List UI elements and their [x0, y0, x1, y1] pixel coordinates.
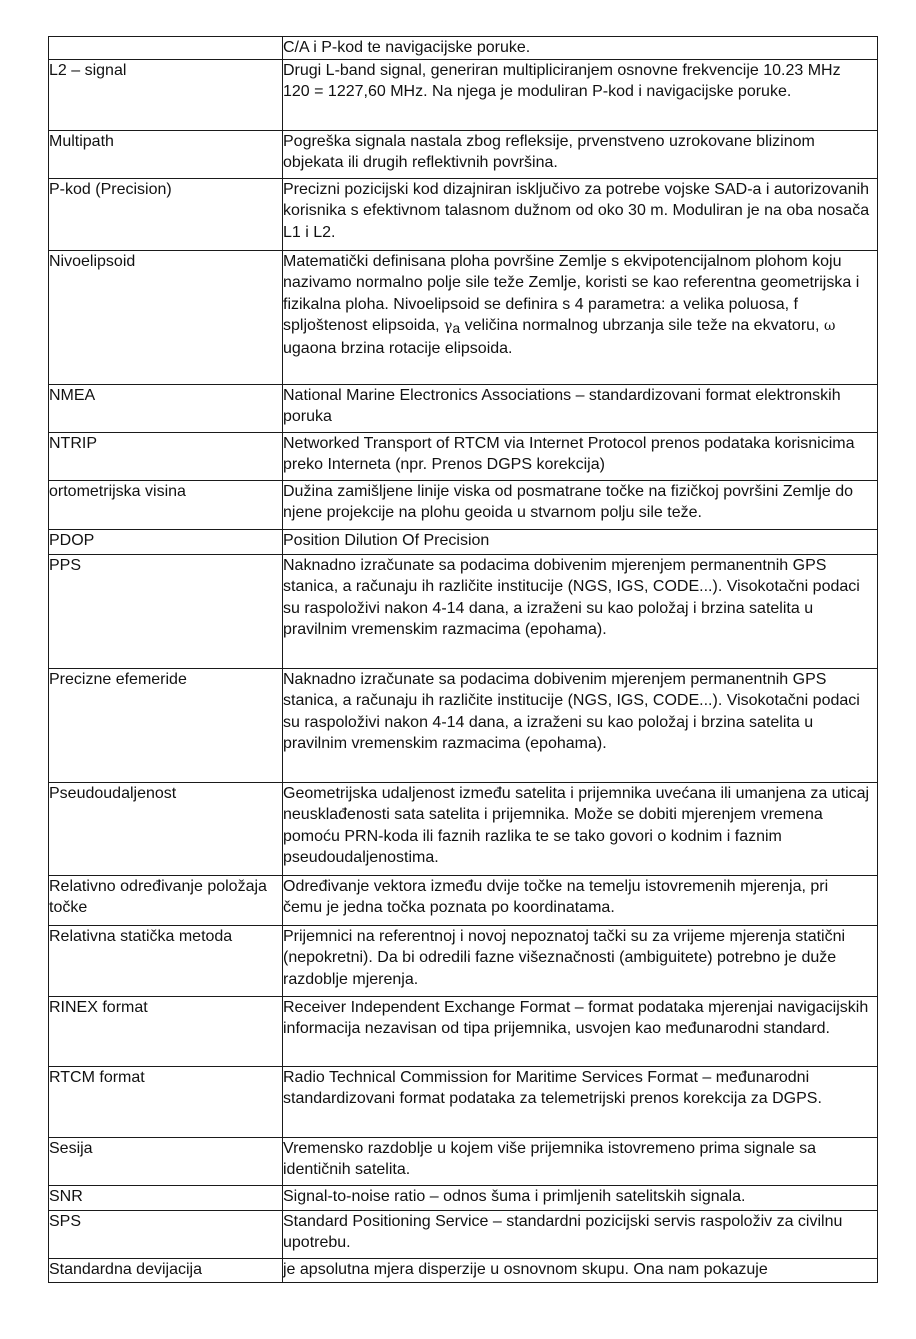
term-cell: RINEX format [49, 996, 283, 1066]
table-row [49, 925, 878, 996]
term-cell: Relativna statička metoda [49, 925, 283, 996]
definition-cell: Position Dilution Of Precision [283, 529, 878, 554]
definition-text: veličina normalnog ubrzanja sile teže na ekvatoru, [460, 317, 820, 334]
definition-cell: Naknadno izračunate sa podacima dobivenim mjerenjem permanentnih GPS stanica, a računaju ih različite institucije (NGS, IGS, CODE...). Visokotačni podaci su raspoloživi nakon 4-14 dana, a izraženi su kao položaj i brzina satelita u pravilnim vremenskim razmacima (epohama). [283, 554, 878, 668]
omega-symbol: ω [823, 318, 836, 334]
table-row [49, 250, 878, 384]
term-cell: ortometrijska visina [49, 480, 283, 529]
term-cell: NTRIP [49, 432, 283, 480]
term-cell: NMEA [49, 384, 283, 432]
term-cell: Multipath [49, 130, 283, 178]
definition-cell: Radio Technical Commission for Maritime Services Format – međunarodni standardizovani format podataka za telemetrijski prenos korekcija za DGPS. [283, 1066, 878, 1137]
table-row [49, 1137, 878, 1185]
definition-cell: Standard Positioning Service – standardni pozicijski servis raspoloživ za civilnu upotrebu. [283, 1210, 878, 1258]
table-row [49, 1258, 878, 1282]
table-row [49, 130, 878, 178]
table-row [49, 1210, 878, 1258]
definition-text: Matematički definisana ploha površine Zemlje s ekvipotencijalnom plohom koju nazivamo normalno polje sile teže Zemlje, koristi se kao referentna geometrijska i fizikalna ploha. Nivoelipsoid se definira s 4 parametra: a velika poluosa, f spljoštenost elipsoida, [283, 252, 860, 334]
table-row [49, 875, 878, 925]
term-cell: Pseudoudaljenost [49, 782, 283, 875]
definition-text: ugaona brzina rotacije elipsoida. [283, 317, 840, 357]
definition-cell: Dužina zamišljene linije viska od posmatrane točke na fizičkoj površini Zemlje do njene projekcije na plohu geoida u stvarnom polju sile teže. [283, 480, 878, 529]
gamma-symbol: γ [444, 318, 453, 334]
definition-cell: Receiver Independent Exchange Format – format podataka mjerenjai navigacijskih informacija nezavisan od tipa prijemnika, usvojen kao međunarodni standard. [283, 996, 878, 1066]
definition-cell: Geometrijska udaljenost između satelita i prijemnika uvećana ili umanjena za uticaj neusklađenosti sata satelita i prijemnika. Može se dobiti mjerenjem vremena pomoću PRN-koda ili faznih razlika te se tako govori o kodnim i faznim pseudoudaljenostima. [283, 782, 878, 875]
definition-cell: National Marine Electronics Associations – standardizovani format elektronskih poruka [283, 384, 878, 432]
term-cell: Precizne efemeride [49, 668, 283, 782]
term-cell [49, 37, 283, 60]
definition-cell: Precizni pozicijski kod dizajniran isključivo za potrebe vojske SAD-a i autorizovanih korisnika s efektivnom talasnom dužnom od oko 30 m. Moduliran je na oba nosača L1 i L2. [283, 178, 878, 250]
glossary-table [48, 36, 878, 1283]
table-row [49, 178, 878, 250]
definition-cell: C/A i P-kod te navigacijske poruke. [283, 37, 878, 60]
term-cell: L2 – signal [49, 59, 283, 130]
term-cell: P-kod (Precision) [49, 178, 283, 250]
definition-cell: je apsolutna mjera disperzije u osnovnom skupu. Ona nam pokazuje [283, 1258, 878, 1282]
term-cell: PPS [49, 554, 283, 668]
table-row [49, 996, 878, 1066]
term-cell: SPS [49, 1210, 283, 1258]
table-row [49, 59, 878, 130]
term-cell: Sesija [49, 1137, 283, 1185]
table-row [49, 1066, 878, 1137]
table-row [49, 529, 878, 554]
term-cell: RTCM format [49, 1066, 283, 1137]
table-row [49, 554, 878, 668]
term-cell: PDOP [49, 529, 283, 554]
term-cell: SNR [49, 1185, 283, 1210]
definition-cell [283, 250, 878, 384]
term-cell: Relativno određivanje položaja točke [49, 875, 283, 925]
table-row [49, 480, 878, 529]
table-row [49, 1185, 878, 1210]
definition-cell: Drugi L-band signal, generiran multipliciranjem osnovne frekvencije 10.23 MHz 120 = 1227,60 MHz. Na njega je moduliran P-kod i navigacijske poruke. [283, 59, 878, 130]
definition-cell: Networked Transport of RTCM via Internet Protocol prenos podataka korisnicima preko Interneta (npr. Prenos DGPS korekcija) [283, 432, 878, 480]
table-row [49, 782, 878, 875]
definition-cell: Prijemnici na referentnoj i novoj nepoznatoj tački su za vrijeme mjerenja statični (nepokretni). Da bi odredili fazne višeznačnosti (ambiguitete) potrebno je duže razdoblje mjerenja. [283, 925, 878, 996]
gamma-subscript: a [452, 320, 461, 336]
table-row [49, 432, 878, 480]
term-cell: Standardna devijacija [49, 1258, 283, 1282]
definition-cell: Pogreška signala nastala zbog refleksije, prvenstveno uzrokovane blizinom objekata ili drugih reflektivnih površina. [283, 130, 878, 178]
definition-cell: Signal-to-noise ratio – odnos šuma i primljenih satelitskih signala. [283, 1185, 878, 1210]
term-cell: Nivoelipsoid [49, 250, 283, 384]
table-row [49, 384, 878, 432]
definition-cell: Vremensko razdoblje u kojem više prijemnika istovremeno prima signale sa identičnih satelita. [283, 1137, 878, 1185]
definition-cell: Naknadno izračunate sa podacima dobivenim mjerenjem permanentnih GPS stanica, a računaju ih različite institucije (NGS, IGS, CODE...). Visokotačni podaci su raspoloživi nakon 4-14 dana, a izraženi su kao položaj i brzina satelita u pravilnim vremenskim razmacima (epohama). [283, 668, 878, 782]
table-row [49, 37, 878, 60]
definition-cell: Određivanje vektora između dvije točke na temelju istovremenih mjerenja, pri čemu je jedna točka poznata po koordinatama. [283, 875, 878, 925]
table-row [49, 668, 878, 782]
